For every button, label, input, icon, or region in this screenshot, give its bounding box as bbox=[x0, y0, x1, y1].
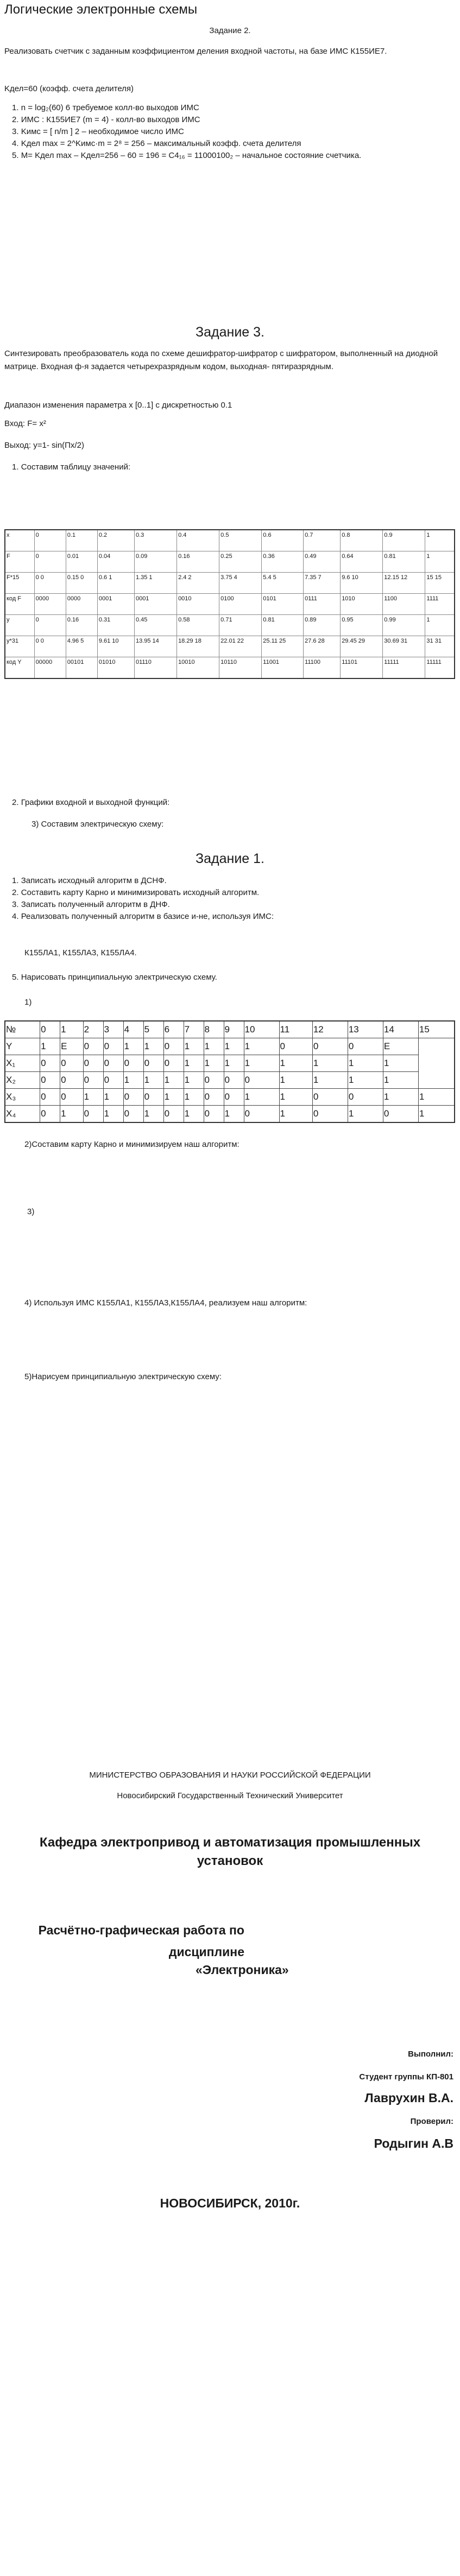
table-cell: 0 bbox=[143, 1089, 163, 1106]
table-cell: E bbox=[60, 1038, 84, 1055]
table-cell: 0.6 bbox=[262, 530, 304, 551]
city-year: НОВОСИБИРСК, 2010г. bbox=[160, 2196, 300, 2210]
table-cell: 1 bbox=[184, 1089, 204, 1106]
table-cell: 0.95 bbox=[341, 615, 383, 636]
table-cell: X₂ bbox=[5, 1072, 40, 1089]
table-cell: 0111 bbox=[304, 594, 341, 615]
table-cell: 1 bbox=[184, 1106, 204, 1123]
table-cell: 0.99 bbox=[383, 615, 425, 636]
table-cell: код F bbox=[5, 594, 34, 615]
table-cell: 1 bbox=[383, 1072, 418, 1089]
table-cell: 30.69 31 bbox=[383, 636, 425, 657]
table-row bbox=[5, 551, 455, 573]
table-cell: 0 bbox=[279, 1038, 312, 1055]
table-cell: 0.2 bbox=[97, 530, 134, 551]
table-cell: 1 bbox=[123, 1072, 143, 1089]
table-cell: 1 bbox=[244, 1038, 279, 1055]
table-cell: 0.81 bbox=[383, 551, 425, 573]
table-cell: 0 bbox=[204, 1106, 224, 1123]
table-cell: 0 bbox=[103, 1038, 123, 1055]
table-cell: Y bbox=[5, 1038, 40, 1055]
table-cell: 0 bbox=[244, 1106, 279, 1123]
table-cell: 0.36 bbox=[262, 551, 304, 573]
student-group: Студент группы КП-801 bbox=[359, 2072, 453, 2082]
list-item: 2. ИМС : К155ИЕ7 (m = 4) - колл-во выходов ИМС bbox=[12, 115, 200, 124]
table-cell: 1 bbox=[143, 1106, 163, 1123]
table-cell: 18.29 18 bbox=[177, 636, 219, 657]
table-cell: 1 bbox=[348, 1072, 383, 1089]
table-cell: 6 bbox=[163, 1021, 184, 1038]
table-cell: x bbox=[5, 530, 34, 551]
table-cell: 0 bbox=[40, 1055, 60, 1072]
table-cell: 15 15 bbox=[425, 573, 455, 594]
university-name: Новосибирский Государственный Технический Университет bbox=[117, 1791, 343, 1800]
table-cell: 00101 bbox=[66, 657, 97, 679]
table-cell: 0.9 bbox=[383, 530, 425, 551]
table-cell: 0.16 bbox=[177, 551, 219, 573]
table-cell: 14 bbox=[383, 1021, 418, 1038]
table-cell: 0 bbox=[244, 1072, 279, 1089]
table-cell: 0 bbox=[123, 1055, 143, 1072]
table-cell: 1 bbox=[83, 1089, 103, 1106]
table-cell: 0 bbox=[40, 1089, 60, 1106]
table-cell: 1 bbox=[143, 1072, 163, 1089]
task3-input: Вход: F= x² bbox=[4, 419, 46, 428]
table-cell: 1 bbox=[143, 1038, 163, 1055]
table-cell: 1 bbox=[60, 1106, 84, 1123]
table-cell: 1 bbox=[163, 1089, 184, 1106]
table-cell: 0 bbox=[40, 1072, 60, 1089]
table-cell: 0 bbox=[312, 1038, 348, 1055]
table-cell: 1 bbox=[312, 1072, 348, 1089]
table-cell: 1 bbox=[204, 1055, 224, 1072]
table-cell: 0.31 bbox=[97, 615, 134, 636]
table-cell: 01110 bbox=[134, 657, 177, 679]
table-cell: 10010 bbox=[177, 657, 219, 679]
task3-item3: 3) Составим электрическую схему: bbox=[31, 820, 164, 829]
table-cell: 0 bbox=[348, 1089, 383, 1106]
table-cell: 0.04 bbox=[97, 551, 134, 573]
table-cell: 1 bbox=[184, 1072, 204, 1089]
table-cell: 11 bbox=[279, 1021, 312, 1038]
table-cell: 4.96 5 bbox=[66, 636, 97, 657]
task3-heading: Задание 3. bbox=[196, 325, 264, 340]
table-cell: 0.25 bbox=[219, 551, 262, 573]
table-cell: 0 bbox=[60, 1089, 84, 1106]
checker-name: Родыгин А.В bbox=[374, 2136, 453, 2150]
table-row bbox=[5, 573, 455, 594]
table-cell: 1 bbox=[103, 1106, 123, 1123]
table-cell: 11001 bbox=[262, 657, 304, 679]
table-cell: 25.11 25 bbox=[262, 636, 304, 657]
table-cell: 1 bbox=[60, 1021, 84, 1038]
table-cell: 0 bbox=[34, 551, 66, 573]
table-cell: 1 bbox=[383, 1089, 418, 1106]
table-row bbox=[5, 530, 455, 551]
table-cell: 0.45 bbox=[134, 615, 177, 636]
task2-list bbox=[12, 102, 457, 162]
table-cell: 2 bbox=[83, 1021, 103, 1038]
table-cell: 1 bbox=[40, 1038, 60, 1055]
table-cell: 1 bbox=[348, 1106, 383, 1123]
table-cell: 0 bbox=[34, 530, 66, 551]
table-cell: 1 bbox=[204, 1038, 224, 1055]
table-row bbox=[5, 615, 455, 636]
table-cell: 1 bbox=[123, 1038, 143, 1055]
table-cell: 0.1 bbox=[66, 530, 97, 551]
table-cell: 2.4 2 bbox=[177, 573, 219, 594]
table-cell: 27.6 28 bbox=[304, 636, 341, 657]
table-cell: 0100 bbox=[219, 594, 262, 615]
table-cell: X₁ bbox=[5, 1055, 40, 1072]
table-cell: 0 bbox=[103, 1055, 123, 1072]
table-cell: 1 bbox=[184, 1055, 204, 1072]
table-cell: 0.15 0 bbox=[66, 573, 97, 594]
table-row bbox=[5, 1038, 455, 1055]
table-row bbox=[5, 657, 455, 679]
table-cell: X₄ bbox=[5, 1106, 40, 1123]
step-2: 2)Составим карту Карно и минимизируем наш алгоритм: bbox=[24, 1140, 240, 1149]
list-item: 4. Kдел max = 2^Kимс·m = 2⁸ = 256 – максимальный коэфф. счета делителя bbox=[12, 139, 301, 148]
department-name: Кафедра электропривод и автоматизация промышленных установок bbox=[39, 1835, 421, 1868]
table-cell: 11101 bbox=[341, 657, 383, 679]
table-cell: 0.58 bbox=[177, 615, 219, 636]
task1-item5: 5. Нарисовать принципиальную электрическую схему. bbox=[12, 973, 217, 982]
table-cell: 0.4 bbox=[177, 530, 219, 551]
table-cell: 12 bbox=[312, 1021, 348, 1038]
table-cell: 1 bbox=[348, 1055, 383, 1072]
table-cell: 0.7 bbox=[304, 530, 341, 551]
table-cell: 0 bbox=[312, 1106, 348, 1123]
table-cell: 11111 bbox=[383, 657, 425, 679]
table-cell: 10 bbox=[244, 1021, 279, 1038]
done-by-label: Выполнил: bbox=[408, 2050, 453, 2059]
table-cell: 0 bbox=[123, 1106, 143, 1123]
table-cell: 0.71 bbox=[219, 615, 262, 636]
table-cell: 0010 bbox=[177, 594, 219, 615]
table-row bbox=[5, 636, 455, 657]
table-cell: 1111 bbox=[425, 594, 455, 615]
table-cell: 0.6 1 bbox=[97, 573, 134, 594]
table-cell: 1 bbox=[163, 1072, 184, 1089]
table-row bbox=[5, 1072, 455, 1089]
table-cell: № bbox=[5, 1021, 40, 1038]
table-cell: 0 bbox=[224, 1072, 244, 1089]
table-cell: 8 bbox=[204, 1021, 224, 1038]
table-cell: 11100 bbox=[304, 657, 341, 679]
table-cell: 11111 bbox=[425, 657, 455, 679]
table-row bbox=[5, 1089, 455, 1106]
table-cell: 0001 bbox=[134, 594, 177, 615]
table-cell: 0000 bbox=[66, 594, 97, 615]
table-cell: 0.5 bbox=[219, 530, 262, 551]
table-cell: 1 bbox=[224, 1106, 244, 1123]
table-cell: E bbox=[383, 1038, 418, 1055]
document-title: Логические электронные схемы bbox=[4, 2, 198, 17]
step-5: 5)Нарисуем принципиальную электрическую схему: bbox=[24, 1372, 222, 1381]
table-cell: 0.01 bbox=[66, 551, 97, 573]
table-cell: 0 bbox=[224, 1089, 244, 1106]
task1-list bbox=[12, 875, 457, 923]
table-cell: X₃ bbox=[5, 1089, 40, 1106]
table-cell: 9.61 10 bbox=[97, 636, 134, 657]
list-item: 2. Составить карту Карно и минимизировать исходный алгоритм. bbox=[12, 888, 260, 897]
table-row bbox=[5, 594, 455, 615]
table-cell: 0 bbox=[83, 1055, 103, 1072]
task3-range: Диапазон изменения параметра x [0..1] с дискретностью 0.1 bbox=[4, 401, 232, 410]
table-cell: 13 bbox=[348, 1021, 383, 1038]
table-row bbox=[5, 1106, 455, 1123]
table-cell: 9.6 10 bbox=[341, 573, 383, 594]
task2-intro: Реализовать счетчик с заданным коэффициентом деления входной частоты, на базе ИМС К155ИЕ7. bbox=[4, 47, 387, 56]
table-cell: 1 bbox=[279, 1106, 312, 1123]
list-item: 4. Реализовать полученный алгоритм в базисе и-не, используя ИМС: bbox=[12, 912, 274, 921]
table-cell: 1 bbox=[312, 1055, 348, 1072]
table-cell: 1 bbox=[425, 551, 455, 573]
table-cell: 0.16 bbox=[66, 615, 97, 636]
table-cell: 0 bbox=[163, 1106, 184, 1123]
table-cell: F*15 bbox=[5, 573, 34, 594]
table-cell: 0001 bbox=[97, 594, 134, 615]
list-item: 1. n = log₂(60) 6 требуемое колл-во выходов ИМС bbox=[12, 103, 199, 112]
table-cell: 0 bbox=[163, 1038, 184, 1055]
table-cell: 1100 bbox=[383, 594, 425, 615]
table-cell: 5.4 5 bbox=[262, 573, 304, 594]
table-cell: 29.45 29 bbox=[341, 636, 383, 657]
table-cell: 4 bbox=[123, 1021, 143, 1038]
table-cell: 0101 bbox=[262, 594, 304, 615]
table-cell: 1 bbox=[184, 1038, 204, 1055]
table-cell: 3 bbox=[103, 1021, 123, 1038]
table-cell: 0000 bbox=[34, 594, 66, 615]
table-cell: 0 bbox=[40, 1106, 60, 1123]
table-cell: 0.64 bbox=[341, 551, 383, 573]
table-cell: 9 bbox=[224, 1021, 244, 1038]
table-cell: 0 bbox=[348, 1038, 383, 1055]
table-cell: 10110 bbox=[219, 657, 262, 679]
list-item: 3. Записать полученный алгоритм в ДНФ. bbox=[12, 900, 170, 909]
task3-description: Синтезировать преобразователь кода по схеме дешифратор-шифратор с шифратором, выполненный на диодной матрице. Входная ф-я задается четырехразрядным кодом, выходная- пятиразрядным. bbox=[4, 349, 438, 371]
step-4: 4) Используя ИМС К155ЛА1, К155ЛА3,К155ЛА4, реализуем наш алгоритм: bbox=[24, 1298, 307, 1308]
checked-by-label: Проверил: bbox=[410, 2117, 453, 2126]
table-cell: 22.01 22 bbox=[219, 636, 262, 657]
task3-item1: 1. Составим таблицу значений: bbox=[12, 462, 131, 472]
task3-output: Выход: y=1- sin(Пx/2) bbox=[4, 441, 84, 450]
table-cell: 1 bbox=[279, 1072, 312, 1089]
table-cell: 13.95 14 bbox=[134, 636, 177, 657]
table-row bbox=[5, 1021, 455, 1038]
table-cell: 1010 bbox=[341, 594, 383, 615]
table-cell: y bbox=[5, 615, 34, 636]
task2-kdel: Kдел=60 (коэфф. счета делителя) bbox=[4, 84, 134, 93]
table-cell: 0 bbox=[143, 1055, 163, 1072]
table-cell: 7 bbox=[184, 1021, 204, 1038]
table-cell: 1 bbox=[244, 1055, 279, 1072]
ims-list: К155ЛА1, К155ЛА3, К155ЛА4. bbox=[24, 948, 137, 957]
table-cell: 1 bbox=[224, 1055, 244, 1072]
table-cell: 0 bbox=[40, 1021, 60, 1038]
table-cell: 0 bbox=[34, 615, 66, 636]
table-cell: 1 bbox=[418, 1106, 455, 1123]
table-row bbox=[5, 1055, 455, 1072]
values-table bbox=[4, 529, 455, 679]
table-cell: 01010 bbox=[97, 657, 134, 679]
table-cell: 1 bbox=[425, 615, 455, 636]
ministry-name: МИНИСТЕРСТВО ОБРАЗОВАНИЯ И НАУКИ РОССИЙСКОЙ ФЕДЕРАЦИИ bbox=[89, 1771, 371, 1780]
table-cell: 5 bbox=[143, 1021, 163, 1038]
task3-item2: 2. Графики входной и выходной функций: bbox=[12, 798, 170, 807]
table-cell: 0.3 bbox=[134, 530, 177, 551]
table-cell: y*31 bbox=[5, 636, 34, 657]
table-cell: 0 bbox=[83, 1106, 103, 1123]
table-cell: 0.89 bbox=[304, 615, 341, 636]
table-cell: 00000 bbox=[34, 657, 66, 679]
table-cell: 1 bbox=[103, 1089, 123, 1106]
table-cell: 0 bbox=[103, 1072, 123, 1089]
table-cell: 0.09 bbox=[134, 551, 177, 573]
table-cell: 0.49 bbox=[304, 551, 341, 573]
table-cell: 0 0 bbox=[34, 573, 66, 594]
work-title: Расчётно-графическая работа по дисциплине bbox=[38, 1923, 244, 1959]
table-cell: 0 bbox=[383, 1106, 418, 1123]
table-cell: 0.81 bbox=[262, 615, 304, 636]
table-cell: 0 bbox=[60, 1055, 84, 1072]
task2-heading: Задание 2. bbox=[209, 26, 251, 35]
table-cell: 7.35 7 bbox=[304, 573, 341, 594]
table-cell: 0 bbox=[312, 1089, 348, 1106]
step-1-label: 1) bbox=[24, 998, 32, 1007]
table-cell: 0 bbox=[60, 1072, 84, 1089]
table-cell: 0 bbox=[204, 1089, 224, 1106]
table-cell: 1.35 1 bbox=[134, 573, 177, 594]
table-cell: 1 bbox=[279, 1055, 312, 1072]
table-cell: 3.75 4 bbox=[219, 573, 262, 594]
step-3: 3) bbox=[27, 1207, 35, 1216]
table-cell: 15 bbox=[418, 1021, 455, 1038]
discipline-name: «Электроника» bbox=[196, 1963, 289, 1977]
truth-table bbox=[4, 1020, 455, 1123]
table-cell: F bbox=[5, 551, 34, 573]
list-item: 1. Записать исходный алгоритм в ДСНФ. bbox=[12, 876, 167, 885]
table-cell: 1 bbox=[244, 1089, 279, 1106]
task1-heading: Задание 1. bbox=[196, 851, 264, 866]
table-cell: 0.8 bbox=[341, 530, 383, 551]
table-cell: 31 31 bbox=[425, 636, 455, 657]
table-cell: 0 bbox=[83, 1038, 103, 1055]
table-cell: 1 bbox=[425, 530, 455, 551]
table-cell: 1 bbox=[383, 1055, 418, 1072]
table-cell: 1 bbox=[224, 1038, 244, 1055]
list-item: 3. Kимс = [ n/m ] 2 – необходимое число ИМС bbox=[12, 127, 184, 136]
student-name: Лаврухин В.А. bbox=[364, 2091, 453, 2105]
list-item: 5. M= Kдел max – Kдел=256 – 60 = 196 = C4₁₆ = 11000100₂ – начальное состояние счетчика. bbox=[12, 151, 362, 160]
table-cell: 0 0 bbox=[34, 636, 66, 657]
table-cell: 0 bbox=[83, 1072, 103, 1089]
table-cell: код Y bbox=[5, 657, 34, 679]
table-cell: 0 bbox=[204, 1072, 224, 1089]
table-cell: 12.15 12 bbox=[383, 573, 425, 594]
table-cell: 1 bbox=[279, 1089, 312, 1106]
table-cell: 0 bbox=[163, 1055, 184, 1072]
table-cell: 1 bbox=[418, 1089, 455, 1106]
table-cell: 0 bbox=[123, 1089, 143, 1106]
